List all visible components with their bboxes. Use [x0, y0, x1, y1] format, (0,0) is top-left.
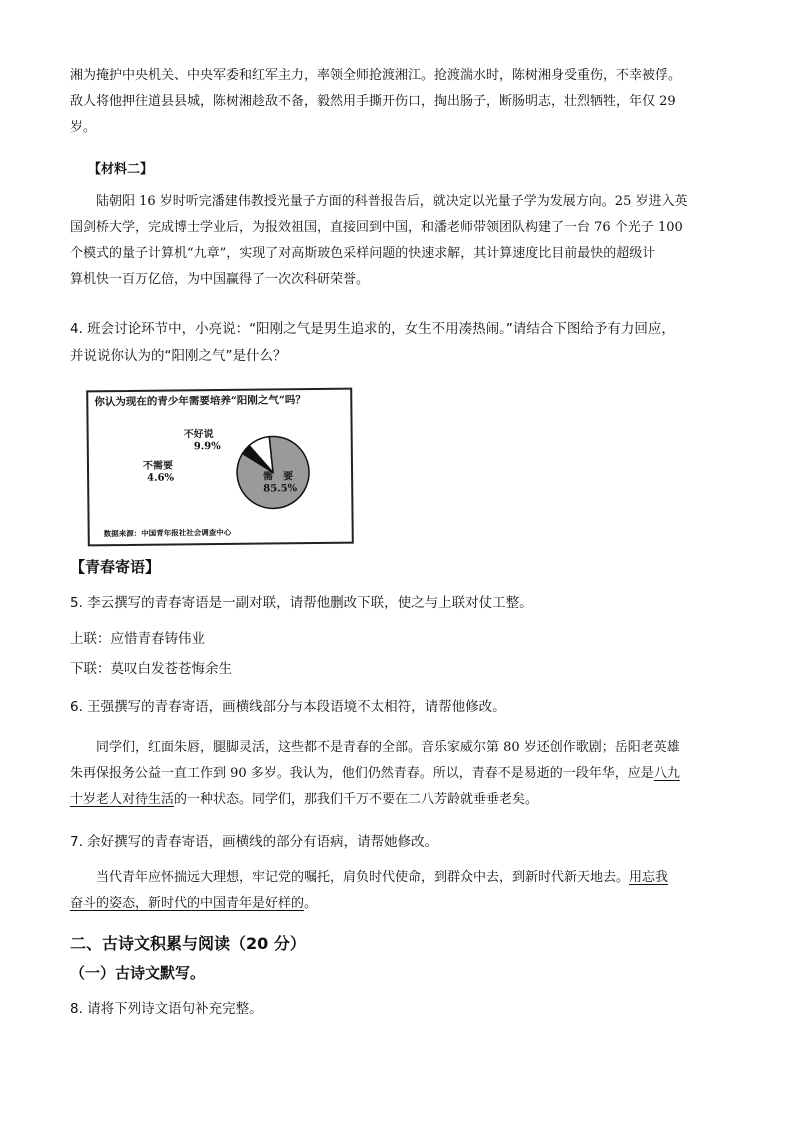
pie-chart: [88, 390, 352, 545]
label-needed: [263, 471, 297, 495]
slice-label: 需 要: [263, 471, 294, 483]
paragraph-q7: [70, 865, 730, 917]
survey-pie-figure: [86, 388, 354, 547]
text-span: 朱再保报务公益一直工作到 90 多岁。我认为，他们仍然青春。所以，青春不是易逝的一段年华，应是: [70, 766, 654, 781]
section-2-sub-heading: （一）古诗文默写。: [70, 964, 206, 982]
paragraph-lu-chaoyang: [70, 189, 730, 293]
text-span: 的一种状态。同学们，那我们千万不要在二八芳龄就垂垂老矣。: [174, 792, 539, 807]
text-line: 并说说你认为的“阳刚之气”是什么？: [70, 348, 287, 364]
couplet-upper: 上联：应惜青春铸伟业: [70, 631, 205, 647]
label-unsure: [184, 429, 221, 453]
text-line: 国剑桥大学，完成博士学业后，为报效祖国，直接回到中国，和潘老师带领团队构建了一台 76 个光子 100: [70, 220, 683, 235]
text-line: 4. 班会讨论环节中，小亮说：“阳刚之气是男生追求的，女生不用凑热闹。”请结合下图给予有力回应，: [70, 321, 675, 337]
underlined-text: 八九: [653, 766, 680, 781]
paragraph-chen-shuxiang: [70, 63, 730, 141]
question-5: 5. 李云撰写的青春寄语是一副对联，请帮他删改下联，使之与上联对仗工整。: [70, 595, 533, 611]
text-line: 敌人将他押往道县县城，陈树湘趁敌不备，毅然用手撕开伤口，掏出肠子，断肠明志，壮烈牺牲，年仅 29: [70, 94, 676, 109]
text-line: 陆朝阳 16 岁时听完潘建伟教授光量子方面的科普报告后，就决定以光量子学为发展方向。25 岁进入英: [96, 194, 688, 209]
text-line: 个模式的量子计算机“九章”，实现了对高斯玻色采样问题的快速求解，其计算速度比目前最快的超级计: [70, 246, 656, 261]
material-two-label: 【材料二】: [88, 162, 154, 177]
chart-source: 数据来源：中国青年报社社会调查中心: [103, 527, 232, 539]
slice-label: 不好说: [183, 429, 214, 441]
label-not-needed: [143, 460, 174, 484]
paragraph-q6: [70, 735, 730, 813]
text-line: [70, 891, 730, 917]
text-line: [70, 787, 730, 813]
text-line: 湘为掩护中央机关、中央军委和红军主力，率领全师抢渡湘江。抢渡湍水时，陈树湘身受重伤，不幸被俘。: [70, 68, 682, 83]
underlined-text: 十岁老人对待生活: [70, 792, 175, 807]
text-line: 算机快一百万亿倍，为中国赢得了一次次科研荣誉。: [70, 272, 370, 287]
slice-value: 4.6%: [147, 472, 175, 484]
text-span: 。: [304, 896, 318, 911]
text-span: 当代青年应怀揣远大理想，牢记党的嘱托，肩负时代使命，到群众中去，到新时代新天地去。: [96, 870, 630, 885]
question-4: [70, 316, 740, 370]
chart-title: 你认为现在的青少年需要培养“阳刚之气”吗？: [94, 394, 306, 409]
question-8: 8. 请将下列诗文语句补充完整。: [70, 1001, 263, 1017]
section-youth-heading: 【青春寄语】: [70, 558, 161, 576]
text-line: [70, 761, 730, 787]
text-line: 岁。: [70, 120, 97, 135]
text-line: 同学们，红面朱唇，腿脚灵活，这些都不是青春的全部。音乐家威尔第 80 岁还创作歌剧；岳阳老英雄: [96, 740, 680, 755]
slice-label: 不需要: [142, 460, 174, 472]
text-line: [70, 865, 730, 891]
section-2-heading: 二、古诗文积累与阅读（20 分）: [70, 934, 306, 953]
slice-value: 85.5%: [263, 483, 298, 495]
question-6: 6. 王强撰写的青春寄语，画横线部分与本段语境不太相符，请帮他修改。: [70, 699, 506, 715]
slice-value: 9.9%: [193, 440, 221, 453]
underlined-text: 奋斗的姿态，新时代的中国青年是好样的: [70, 896, 305, 911]
question-7: 7. 余好撰写的青春寄语，画横线的部分有语病，请帮她修改。: [70, 834, 439, 850]
underlined-text: 用忘我: [629, 870, 669, 885]
couplet-lower: 下联：莫叹白发苍苍悔余生: [70, 661, 232, 677]
